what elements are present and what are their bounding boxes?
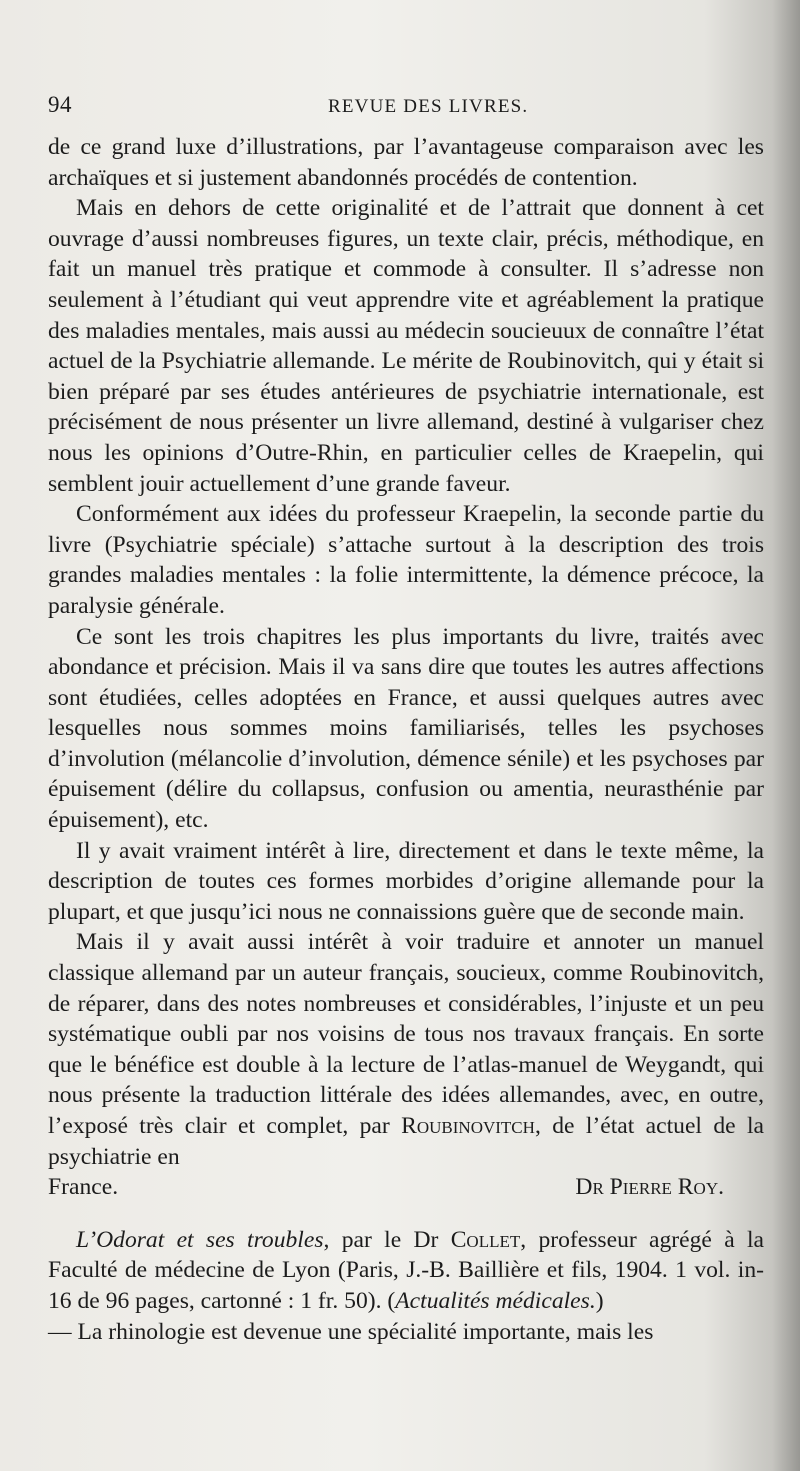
paragraph: — La rhinologie est devenue une spécialité importante, mais les <box>48 1318 654 1345</box>
page-header <box>48 92 764 132</box>
paragraph-text: , de l’état actuel de la psychiatrie en <box>48 1113 764 1170</box>
body-text <box>48 132 764 1347</box>
author-name: Roubinovitch <box>401 1113 535 1139</box>
paragraph-text: , par le Dr <box>323 1226 451 1253</box>
paragraph: Conformément aux idées du professeur Kraepelin, la seconde partie du livre (Psychiatrie spéciale) s’attache surtout à la description des trois grandes maladies mentales : la folie intermittente, la démence précoce, la paralysie générale. <box>48 501 764 619</box>
series-name: Actualités médicales. <box>395 1287 596 1314</box>
paragraph: Il y avait vraiment intérêt à lire, directement et dans le texte même, la description de toutes ces formes morbides d’origine allemande pour la plupart, et que jusqu’ici nous ne connaissions guère que de seconde main. <box>48 837 764 925</box>
paragraph-text: Mais il y avait aussi intérêt à voir traduire et annoter un manuel classique allemand par un auteur français, soucieux, comme Roubinovitch, de réparer, dans des notes nombreuses et considérables, l’injuste et un peu systématique oubli par nos voisins de tous nos travaux français. En sorte que le bénéfice est double à la lecture de l’atlas-manuel de Weygandt, qui nous présente la traduction littérale des idées allemandes, avec, en outre, l’exposé très clair et complet, par <box>48 929 764 1139</box>
running-head: REVUE DES LIVRES. <box>328 96 529 117</box>
paragraph-text: , professeur agrégé à la Faculté de médecine de Lyon (Paris, J.-B. Baillière et fils, 1904. 1 vol. in-16 de 96 pages, cartonné : 1 fr. 50). ( <box>48 1226 764 1314</box>
author-name: Collet <box>450 1226 521 1253</box>
signature-line <box>48 1172 764 1203</box>
paragraph: de ce grand luxe d’illustrations, par l’avantageuse comparaison avec les archaïques et si justement abandonnés procédés de contention. <box>48 134 764 191</box>
paragraph: Mais en dehors de cette originalité et de l’attrait que donnent à cet ouvrage d’aussi nombreuses figures, un texte clair, précis, méthodique, en fait un manuel très pratique et commode à consulter. Il s’adresse non seulement à l’étudiant qui veut apprendre vite et agréablement la pratique des maladies mentales, mais aussi au médecin soucieuux de connaître l’état actuel de la Psychiatrie allemande. Le mérite de Roubinovitch, qui y était si bien préparé par ses études antérieures de psychiatrie internationale, est précisément de nous présenter un livre allemand, destiné à vulgariser chez nous les opinions d’Outre-Rhin, en particulier celles de Kraepelin, qui semblent jouir actuellement d’une grande faveur. <box>48 195 764 497</box>
page-number: 94 <box>48 92 72 117</box>
review-signature: Dr Pierre Roy. <box>575 1174 724 1201</box>
paragraph: Ce sont les trois chapitres les plus importants du livre, traités avec abondance et précision. Mais il va sans dire que toutes les autres affections sont étudiées, celles adoptées en France, et aussi quelques autres avec lesquelles nous sommes moins familiarisés, telles les psychoses d’involution (mélancolie d’involution, démence sénile) et les psychoses par épuisement (délire du collapsus, confusion ou amentia, neurasthénie par épuisement), etc. <box>48 623 764 834</box>
section-gap <box>48 1203 764 1225</box>
paragraph-text: ) <box>595 1287 604 1314</box>
paragraph-text: France. <box>48 1174 119 1201</box>
book-title: L’Odorat et ses troubles <box>76 1226 324 1253</box>
review-entry <box>48 1225 764 1317</box>
page-edge-shadow <box>772 0 800 1471</box>
paragraph <box>48 927 764 1172</box>
